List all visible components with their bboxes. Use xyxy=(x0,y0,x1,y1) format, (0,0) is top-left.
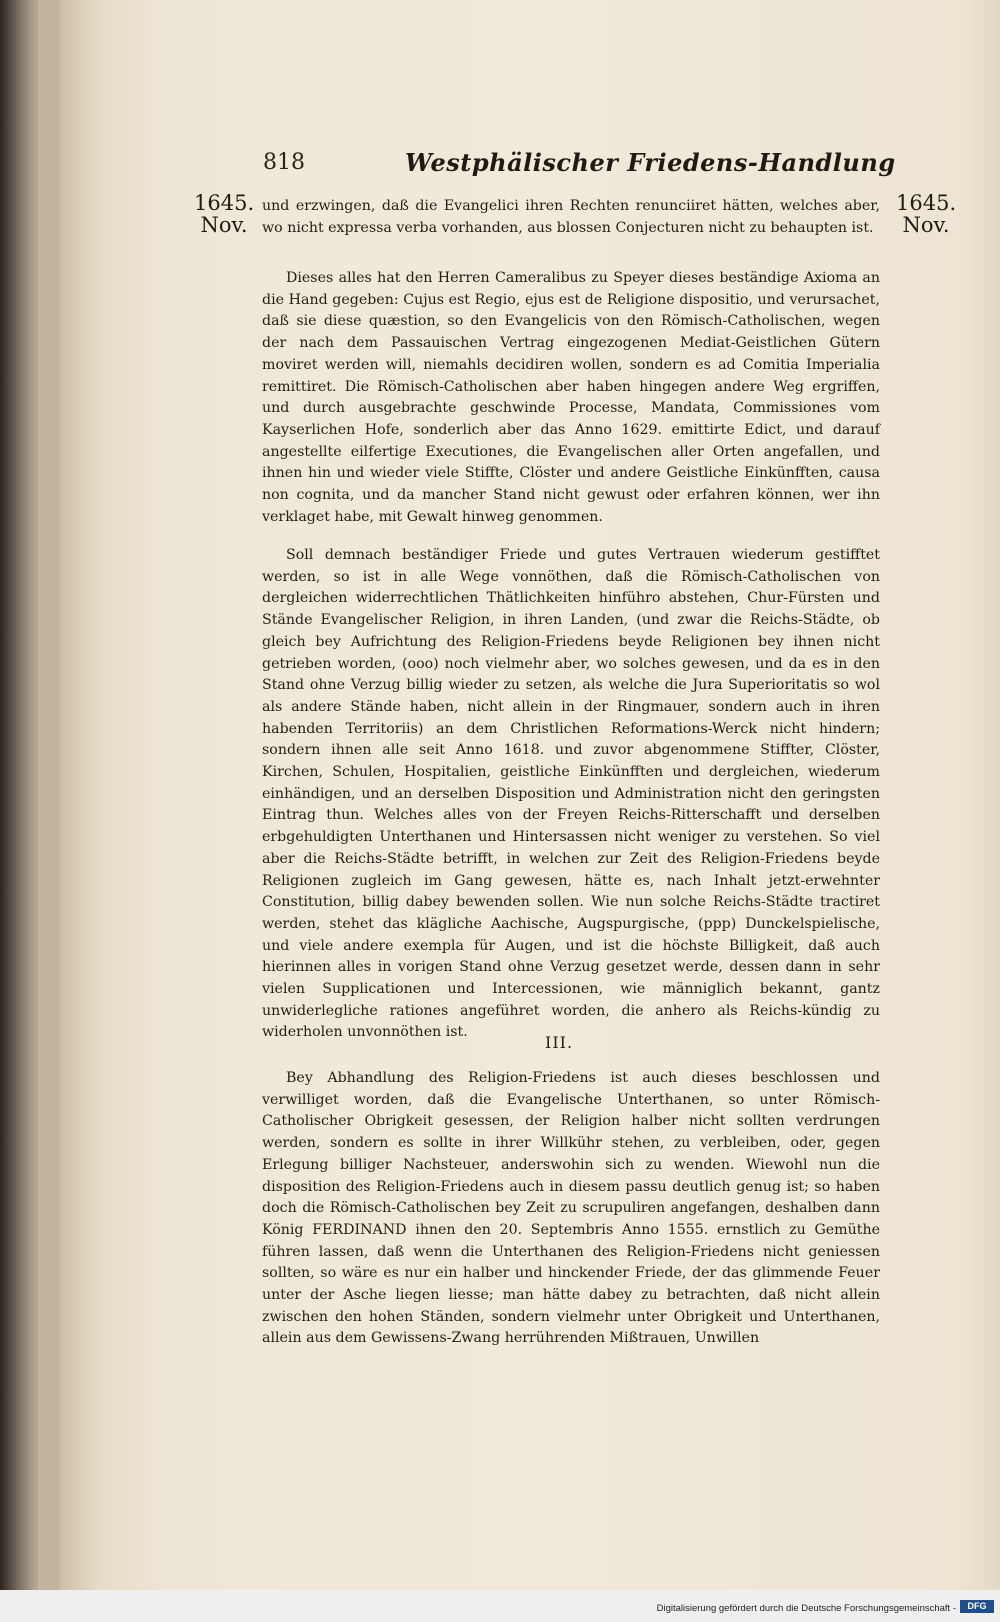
paragraph-2-text: Soll demnach beständiger Friede und gutes Vertrauen wiederum gestifftet werden, so ist in alle Wege vonnöthen, daß die Römisch-Catholischen von dergleichen widerrechtlichen Thätlichkeiten hinführo abstehen, Chur-Fürsten und Stände Evangelischer Religion, in ihren Landen, (und zwar die Reichs-Städte, ob gleich bey Aufrichtung des Religion-Friedens beyde Religionen bey ihnen nicht getrieben worden, (ooo) noch vielmehr aber, wo solches gewesen, und da es in den Stand ohne Verzug billig wieder zu setzen, als welche die Jura Superioritatis so wol als andere Stände haben, nicht allein in der Ringmauer, sondern auch in ihren habenden Territoriis) an dem Christlichen Reformations-Werck nicht hindern; sondern ihnen alle seit Anno 1618. und zuvor abgenommene Stiffter, Clöster, Kirchen, Schulen, Hospitalien, geistliche Einkünfften und dergleichen, wiederum einhändigen, und an derselben Disposition und Administration nicht den geringsten Eintrag thun. Welches alles von der Freyen Reichs-Ritterschafft und derselben erbgehuldigten Unterthanen und Hintersassen nicht weniger zu verstehen. So viel aber die Reichs-Städte betrifft, in welchen zur Zeit des Religion-Friedens beyde Religionen zugleich im Gang gewesen, hätte es, nach Inhalt jetzt-erwehnter Constitution, billig dabey bewenden sollen. Wie nun solche Reichs-Städte tractiret werden, stehet das klägliche Aachische, Augspurgische, (ppp) Dunckelspielische, und viele andere exempla für Augen, und ist die höchste Billigkeit, daß auch hierinnen alles in vorigen Stand ohne Verzug gesetzet werde, dessen dann in sehr vielen Supplicationen und Intercessionen, wie männiglich bekannt, gantz unwiderlegliche rationes angeführet worden, die anhero als Reichs-kündig zu widerholen unvonnöthen ist. xyxy=(262,547,880,1041)
continuation-paragraph xyxy=(262,196,880,239)
book-binding xyxy=(0,0,38,1622)
paragraph-1 xyxy=(262,268,880,528)
margin-month-left: Nov. xyxy=(200,213,248,237)
margin-date-right xyxy=(896,192,956,236)
margin-date-left xyxy=(194,192,254,236)
margin-month-right: Nov. xyxy=(902,213,950,237)
paragraph-2 xyxy=(262,545,880,1044)
section-heading: III. xyxy=(545,1033,574,1052)
page-number: 818 xyxy=(263,150,305,175)
continuation-text: und erzwingen, daß die Evangelici ihren Rechten renunciiret hätten, welches aber, wo nicht expressa verba vorhanden, aus blossen Conjecturen nicht zu behaupten ist. xyxy=(262,198,880,236)
margin-year-left: 1645. xyxy=(194,191,255,215)
paragraph-3 xyxy=(262,1068,880,1350)
running-title: Westphälischer Friedens-Handlung xyxy=(405,148,896,177)
paragraph-3-text: Bey Abhandlung des Religion-Friedens ist auch dieses beschlossen und verwilliget worden, daß die Evangelische Unterthanen, so unter Römisch-Catholischer Obrigkeit gesessen, der Religion halber nicht sollten verdrungen werden, sondern es sollte in ihrer Willkühr stehen, zu verbleiben, oder, gegen Erlegung billiger Nachsteuer, anderswohin sich zu wenden. Wiewohl nun die disposition des Religion-Friedens auch in diesem passu deutlich genug ist; so haben doch die Römisch-Catholischen bey Zeit zu scrupuliren angefangen, deshalben dann König FERDINAND ihnen den 20. Septembris Anno 1555. ernstlich zu Gemüthe führen lassen, daß wenn die Unterthanen des Religion-Friedens nicht geniessen sollten, so wäre es nur ein halber und hinckender Friede, der das glimmende Feuer unter der Asche liegen liesse; man hätte dabey zu betrachten, daß nicht allein zwischen den hohen Ständen, sondern vielmehr unter Obrigkeit und Unterthanen, allein aus dem Gewissens-Zwang herrührenden Mißtrauen, Unwillen xyxy=(262,1070,880,1347)
dfg-logo: DFG xyxy=(960,1600,994,1613)
paragraph-1-text: Dieses alles hat den Herren Cameralibus zu Speyer dieses beständige Axioma an die Hand gegeben: Cujus est Regio, ejus est de Religione dispositio, und verursachet, daß sie diese quæstion, so den Evangelicis von den Römisch-Catholischen, wegen der nach dem Passauischen Vertrag eingezogenen Mediat-Geistlichen Gütern moviret werden will, niemahls decidiren wollen, sondern es ad Comitia Imperialia remittiret. Die Römisch-Catholischen aber haben hingegen andere Weg ergriffen, und durch ausgebrachte geschwinde Processe, Mandata, Commissiones vom Kayserlichen Hofe, sonderlich aber das Anno 1629. emittirte Edict, und darauf angestellte eilfertige Executiones, die Evangelischen aller Orten angefallen, und ihnen hin und wieder viele Stiffte, Clöster und andere Geistliche Einkünfften, causa non cognita, und da mancher Stand nicht gewust oder erfahren können, wer ihn verklaget habe, mit Gewalt hinweg genommen. xyxy=(262,270,880,525)
footer-credit: Digitalisierung gefördert durch die Deutsche Forschungsgemeinschaft - xyxy=(656,1603,956,1614)
margin-year-right: 1645. xyxy=(896,191,957,215)
